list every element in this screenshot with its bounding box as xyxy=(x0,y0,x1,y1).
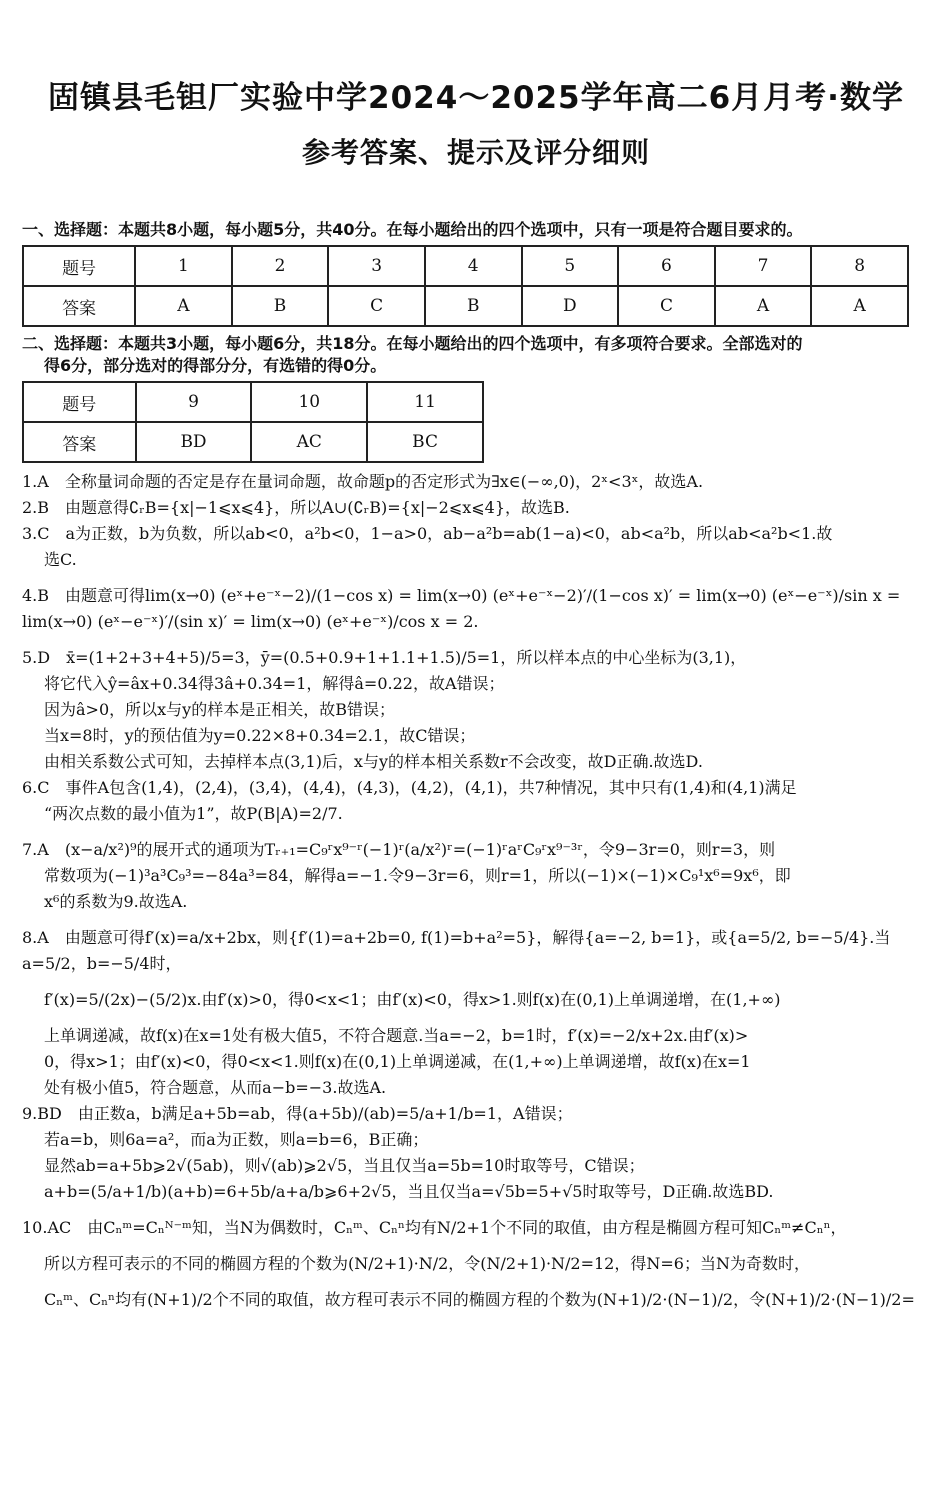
table-row-numbers xyxy=(23,382,483,422)
question-number: 1 xyxy=(135,246,232,286)
solution-line: 由相关系数公式可知，去掉样本点(3,1)后，x与y的样本相关系数r不会改变，故D正确.故选D. xyxy=(44,752,703,771)
question-number: 9 xyxy=(136,382,252,422)
solution-line: f′(x)=5/(2x)−(5/2)x.由f′(x)>0，得0<x<1；由f′(x)<0，得x>1.则f(x)在(0,1)上单调递增，在(1,+∞) xyxy=(44,990,781,1009)
answer-cell: A xyxy=(715,286,812,326)
solution-line: 上单调递减，故f(x)在x=1处有极大值5，不符合题意.当a=−2，b=1时，f′(x)=−2/x+2x.由f′(x)> xyxy=(44,1026,749,1045)
solution-line: 当x=8时，y的预估值为y=0.22×8+0.34=2.1，故C错误； xyxy=(44,726,476,745)
solution-line: 所以方程可表示的不同的椭圆方程的个数为(N/2+1)·N/2，令(N/2+1)·N/2=12，得N=6；当N为奇数时， xyxy=(44,1254,810,1273)
answer-cell: C xyxy=(618,286,715,326)
solution-line: 将它代入ŷ=âx+0.34得3â+0.34=1，解得â=0.22，故A错误； xyxy=(44,674,505,693)
question-number: 4 xyxy=(425,246,522,286)
solution-line: 8.A 由题意可得f′(x)=a/x+2bx，则{f′(1)=a+2b=0, f(1)=b+a²=5}，解得{a=−2, b=1}，或{a=5/2, b=−5/4}.当a=5/2，b=−5/4时， xyxy=(22,928,891,973)
answer-cell: BD xyxy=(136,422,252,462)
solution-line: 6.C 事件A包含(1,4)，(2,4)，(3,4)，(4,4)，(4,3)，(4,2)，(4,1)，共7种情况，其中只有(1,4)和(4,1)满足 xyxy=(22,778,797,797)
question-number: 8 xyxy=(811,246,908,286)
answer-cell: B xyxy=(425,286,522,326)
section1-answer-table xyxy=(22,245,909,327)
solution-line: 7.A (x−a/x²)⁹的展开式的通项为Tᵣ₊₁=C₉ʳx⁹⁻ʳ(−1)ʳ(a/x²)ʳ=(−1)ʳaʳC₉ʳx⁹⁻³ʳ，令9−3r=0，则r=3，则 xyxy=(22,840,776,859)
row-label-answer: 答案 xyxy=(23,422,136,462)
question-number: 6 xyxy=(618,246,715,286)
solution-line: “两次点数的最小值为1”，故P(B|A)=2/7. xyxy=(44,804,343,823)
section2-answer-table xyxy=(22,381,484,463)
solution-line: 常数项为(−1)³a³C₉³=−84a³=84，解得a=−1.令9−3r=6，则r=1，所以(−1)×(−1)×C₉¹x⁶=9x⁶，即 xyxy=(44,866,791,885)
solution-line: x⁶的系数为9.故选A. xyxy=(44,892,188,911)
solution-line: 处有极小值5，符合题意，从而a−b=−3.故选A. xyxy=(44,1078,387,1097)
answer-cell: A xyxy=(135,286,232,326)
solution-line: a+b=(5/a+1/b)(a+b)=6+5b/a+a/b⩾6+2√5，当且仅当a=√5b=5+√5时取等号，D正确.故选BD. xyxy=(44,1182,774,1201)
page-subtitle: 参考答案、提示及评分细则 xyxy=(301,136,650,169)
solutions-list xyxy=(22,469,930,1313)
question-number: 11 xyxy=(367,382,483,422)
section2-heading-cont: 得6分，部分选对的得部分分，有选错的得0分。 xyxy=(44,356,387,375)
table-row-answers xyxy=(23,422,483,462)
table-row-numbers xyxy=(23,246,908,286)
solution-line: 3.C a为正数，b为负数，所以ab<0，a²b<0，1−a>0，ab−a²b=ab(1−a)<0，ab<a²b，所以ab<a²b<1.故 xyxy=(22,524,833,543)
question-number: 5 xyxy=(522,246,619,286)
solution-line: 0，得x>1；由f′(x)<0，得0<x<1.则f(x)在(0,1)上单调递减，在(1,+∞)上单调递增，故f(x)在x=1 xyxy=(44,1052,751,1071)
solution-line: Cₙᵐ、Cₙⁿ均有(N+1)/2个不同的取值，故方程可表示不同的椭圆方程的个数为(N+1)/2·(N−1)/2，令(N+1)/2·(N−1)/2= xyxy=(44,1290,915,1309)
solution-line: 5.D x̄=(1+2+3+4+5)/5=3，ȳ=(0.5+0.9+1+1.1+1.5)/5=1，所以样本点的中心坐标为(3,1)， xyxy=(22,648,747,667)
row-label-answer: 答案 xyxy=(23,286,135,326)
row-label-number: 题号 xyxy=(23,246,135,286)
section2-heading: 二、选择题：本题共3小题，每小题6分，共18分。在每小题给出的四个选项中，有多项符合要求。全部选对的 xyxy=(22,334,803,353)
solution-line: 显然ab=a+5b⩾2√(5ab)，则√(ab)⩾2√5，当且仅当a=5b=10时取等号，C错误； xyxy=(44,1156,645,1175)
answer-cell: C xyxy=(328,286,425,326)
solution-line: 2.B 由题意得∁ᵣB={x|−1⩽x⩽4}，所以A∪(∁ᵣB)={x|−2⩽x⩽4}，故选B. xyxy=(22,498,570,517)
question-number: 2 xyxy=(232,246,329,286)
solution-line: 9.BD 由正数a，b满足a+5b=ab，得(a+5b)/(ab)=5/a+1/b=1，A错误； xyxy=(22,1104,573,1123)
solution-line: 选C. xyxy=(44,550,77,569)
answer-cell: D xyxy=(522,286,619,326)
solution-line: 1.A 全称量词命题的否定是存在量词命题，故命题p的否定形式为∃x∈(−∞,0)，2ˣ<3ˣ，故选A. xyxy=(22,472,704,491)
answer-cell: B xyxy=(232,286,329,326)
solution-line: 若a=b，则6a=a²，而a为正数，则a=b=6，B正确； xyxy=(44,1130,429,1149)
question-number: 10 xyxy=(251,382,367,422)
solution-line: 10.AC 由Cₙᵐ=Cₙᴺ⁻ᵐ知，当N为偶数时，Cₙᵐ、Cₙⁿ均有N/2+1个不同的取值，由方程是椭圆方程可知Cₙᵐ≠Cₙⁿ， xyxy=(22,1218,847,1237)
section1-heading: 一、选择题：本题共8小题，每小题5分，共40分。在每小题给出的四个选项中，只有一项是符合题目要求的。 xyxy=(22,220,803,239)
question-number: 7 xyxy=(715,246,812,286)
row-label-number: 题号 xyxy=(23,382,136,422)
answer-cell: BC xyxy=(367,422,483,462)
answer-cell: AC xyxy=(251,422,367,462)
question-number: 3 xyxy=(328,246,425,286)
solution-line: 因为â>0，所以x与y的样本是正相关，故B错误； xyxy=(44,700,395,719)
solution-line: 4.B 由题意可得lim(x→0) (eˣ+e⁻ˣ−2)/(1−cos x) = lim(x→0) (eˣ+e⁻ˣ−2)′/(1−cos x)′ = lim(x→0) (eˣ−e⁻ˣ)/sin x = lim(x→0) (eˣ−e⁻ˣ)′/(sin x)′ = lim(x→0) (eˣ+e⁻ˣ)/cos x = 2. xyxy=(22,586,901,631)
table-row-answers xyxy=(23,286,908,326)
page-title: 固镇县毛钽厂实验中学2024～2025学年高二6月月考·数学 xyxy=(48,80,904,116)
answer-cell: A xyxy=(811,286,908,326)
